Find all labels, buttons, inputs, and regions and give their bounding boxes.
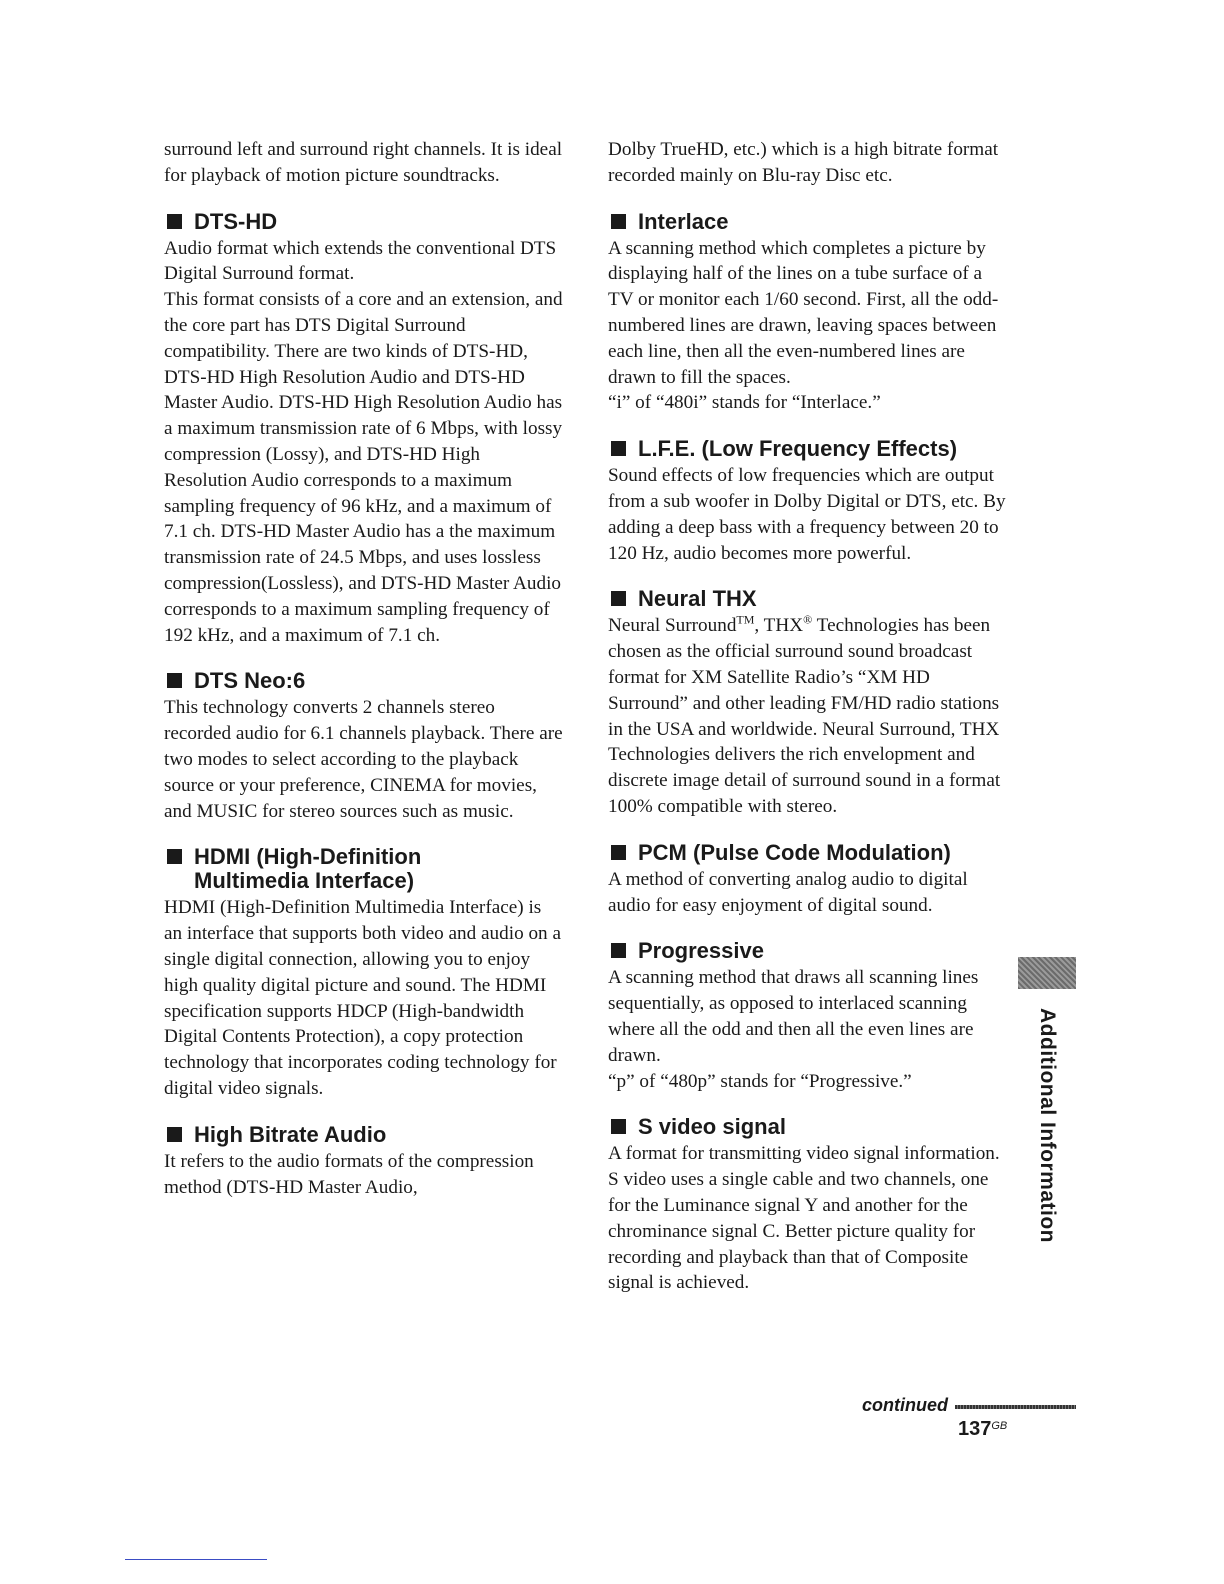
section-heading: High Bitrate Audio [164,1123,564,1147]
section-heading: S video signal [608,1115,1008,1139]
section-body: “i” of “480i” stands for “Interlace.” [608,392,881,414]
section-heading: DTS-HD [164,210,564,234]
section-lfe [608,437,1008,566]
section-heading: PCM (Pulse Code Modulation) [608,841,1008,865]
bullet-square-icon [167,849,182,864]
right-column [608,137,1008,1296]
section-heading: Interlace [608,210,1008,234]
section-heading: HDMI (High-Definition Multimedia Interface) [164,845,564,893]
section-body: Sound effects of low frequencies which are output from a sub woofer in Dolby Digital or DTS, etc. By adding a deep bass with a frequency between 20 to 120 Hz, audio becomes more powerful. [608,465,1006,564]
left-intro-text: surround left and surround right channels. It is ideal for playback of motion picture soundtracks. [164,139,563,186]
side-tab-label: Additional Information [1036,1008,1059,1243]
section-body: This technology converts 2 channels stereo recorded audio for 6.1 channels playback. There are two modes to select according to the playback source or your preference, CINEMA for movies, and MUSIC for stereo sources such as music. [164,697,563,822]
right-intro-text: Dolby TrueHD, etc.) which is a high bitrate format recorded mainly on Blu-ray Disc etc. [608,139,999,186]
section-body: Audio format which extends the conventional DTS Digital Surround format. [164,237,557,285]
bullet-square-icon [167,214,182,229]
section-high-bitrate-audio [164,1123,564,1201]
bullet-square-icon [167,1127,182,1142]
section-progressive [608,939,1008,1094]
bullet-square-icon [611,1119,626,1134]
bullet-square-icon [611,214,626,229]
page-number: $137^{GB}$ [958,1418,1008,1440]
section-body: “p” of “480p” stands for “Progressive.” [608,1070,912,1092]
bullet-square-icon [611,591,626,606]
section-heading: DTS Neo:6 [164,669,564,693]
section-body: A method of converting analog audio to digital audio for easy enjoyment of digital sound. [608,868,968,916]
section-body: A format for transmitting video signal information. S video uses a single cable and two channels, one for the Luminance signal Y and another for the chrominance signal C. Better picture quality for recording and playback than that of Composite signal is achieved. [608,1143,1000,1294]
side-tab-marker [1018,957,1076,989]
section-s-video-signal [608,1115,1008,1296]
footer-rule [125,1559,267,1560]
section-body: This format consists of a core and an extension, and the core part has DTS Digital Surround compatibility. There are two kinds of DTS-HD, DTS-HD High Resolution Audio and DTS-HD Master Audio. DTS-HD High Resolution Audio has a maximum transmission rate of 6 Mbps, with lossy compression (Lossy), and DTS-HD High Resolution Audio corresponds to a maximum sampling frequency of 96 kHz, and a maximum of 7.1 ch. DTS-HD Master Audio has a the maximum transmission rate of 24.5 Mbps, and uses lossless compression(Lossless), and DTS-HD Master Audio corresponds to a maximum sampling frequency of 192 kHz, and a maximum of 7.1 ch. [164,289,563,646]
section-pcm [608,841,1008,919]
continued-label: continued [862,1395,948,1415]
section-body: Neural Surround™, THX® Technologies has been chosen as the official surround sound broadcast format for XM Satellite Radio’s “XM HD Surround” and other leading FM/HD radio stations in the USA and worldwide. Neural Surround, THX Technologies delivers the rich envelopment and discrete image detail of surround sound in a format 100% compatible with stereo. [608,612,1001,817]
bullet-square-icon [611,845,626,860]
continued-bar [955,1405,1076,1409]
section-heading: L.F.E. (Low Frequency Effects) [608,437,1008,461]
left-column [164,137,564,1200]
section-body: A scanning method that draws all scanning lines sequentially, as opposed to interlaced scanning where all the odd and then all the even lines are drawn. [608,967,979,1066]
section-dts-neo6 [164,669,564,824]
section-heading: Progressive [608,939,1008,963]
bullet-square-icon [611,441,626,456]
bullet-square-icon [611,943,626,958]
section-interlace [608,210,1008,417]
section-dts-hd [164,210,564,649]
section-body: It refers to the audio formats of the compression method (DTS-HD Master Audio, [164,1150,534,1198]
section-neural-thx [608,587,1008,819]
section-body: HDMI (High-Definition Multimedia Interface) is an interface that supports both video and audio on a single digital connection, allowing you to enjoy high quality digital picture and sound. The HDMI specification supports HDCP (High-bandwidth Digital Contents Protection), a copy protection technology that incorporates coding technology for digital video signals. [164,897,561,1099]
section-heading: Neural THX [608,587,1008,611]
bullet-square-icon [167,673,182,688]
section-body: A scanning method which completes a picture by displaying half of the lines on a tube surface of a TV or monitor each 1/60 second. First, all the odd-numbered lines are drawn, leaving spaces between each line, then all the even-numbered lines are drawn to fill the spaces. [608,237,999,388]
section-hdmi [164,845,564,1101]
